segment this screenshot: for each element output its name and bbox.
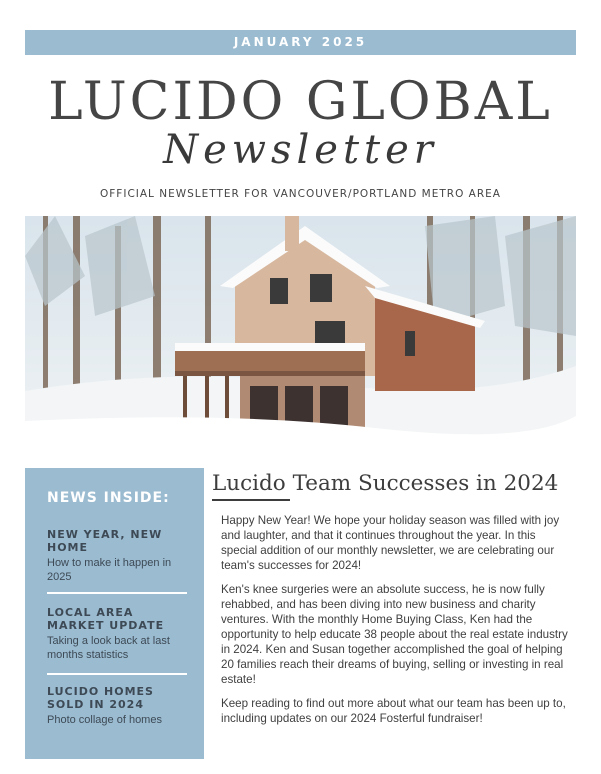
- sidebar-item-desc: Taking a look back at last months statistics: [47, 635, 170, 661]
- article-paragraph: Keep reading to find out more about what our team has been up to, including updates on our 2024 Fosterful fundraiser!: [221, 697, 566, 725]
- news-inside-sidebar: [25, 468, 204, 759]
- sidebar-item-desc: How to make it happen in 2025: [47, 557, 172, 583]
- sidebar-heading: NEWS INSIDE:: [47, 490, 170, 506]
- sidebar-item-title: LOCAL AREA MARKET UPDATE: [47, 606, 165, 632]
- sidebar-item-title: LUCIDO HOMES SOLD IN 2024: [47, 685, 154, 711]
- sidebar-item-title: NEW YEAR, NEW HOME: [47, 528, 163, 554]
- title-underline: [212, 499, 290, 501]
- sidebar-item-homes-sold: [47, 685, 187, 727]
- sidebar-item-new-year: [47, 528, 187, 584]
- article-paragraph: Ken's knee surgeries were an absolute success, he is now fully rehabbed, and has been diving into new business and charity ventures. With the monthly Home Buying Class, Ken had the opportunity to help educate 38 people about the real estate industry in 2024. Ken and Susan together accomplished the goal of helping 20 families reach their dreams of buying, selling or investing in real estate!: [221, 583, 568, 686]
- newsletter-script-title: Newsletter: [163, 127, 438, 173]
- snowy-cabin-photo: [25, 216, 576, 444]
- newsletter-title: LUCIDO GLOBAL: [48, 72, 553, 132]
- article-title: Lucido Team Successes in 2024: [212, 471, 559, 496]
- date-banner: JANUARY 2025: [25, 30, 576, 55]
- article-paragraph: Happy New Year! We hope your holiday season was filled with joy and laughter, and that it continues throughout the year. In this special addition of our monthly newsletter, we are celebrating our team's successes for 2024!: [221, 514, 560, 572]
- sidebar-divider: [47, 592, 187, 594]
- newsletter-subtitle: OFFICIAL NEWSLETTER FOR VANCOUVER/PORTLAND METRO AREA: [100, 188, 501, 200]
- article-body: [221, 513, 573, 735]
- sidebar-item-market-update: [47, 606, 187, 662]
- sidebar-divider: [47, 673, 187, 675]
- sidebar-item-desc: Photo collage of homes: [47, 714, 162, 726]
